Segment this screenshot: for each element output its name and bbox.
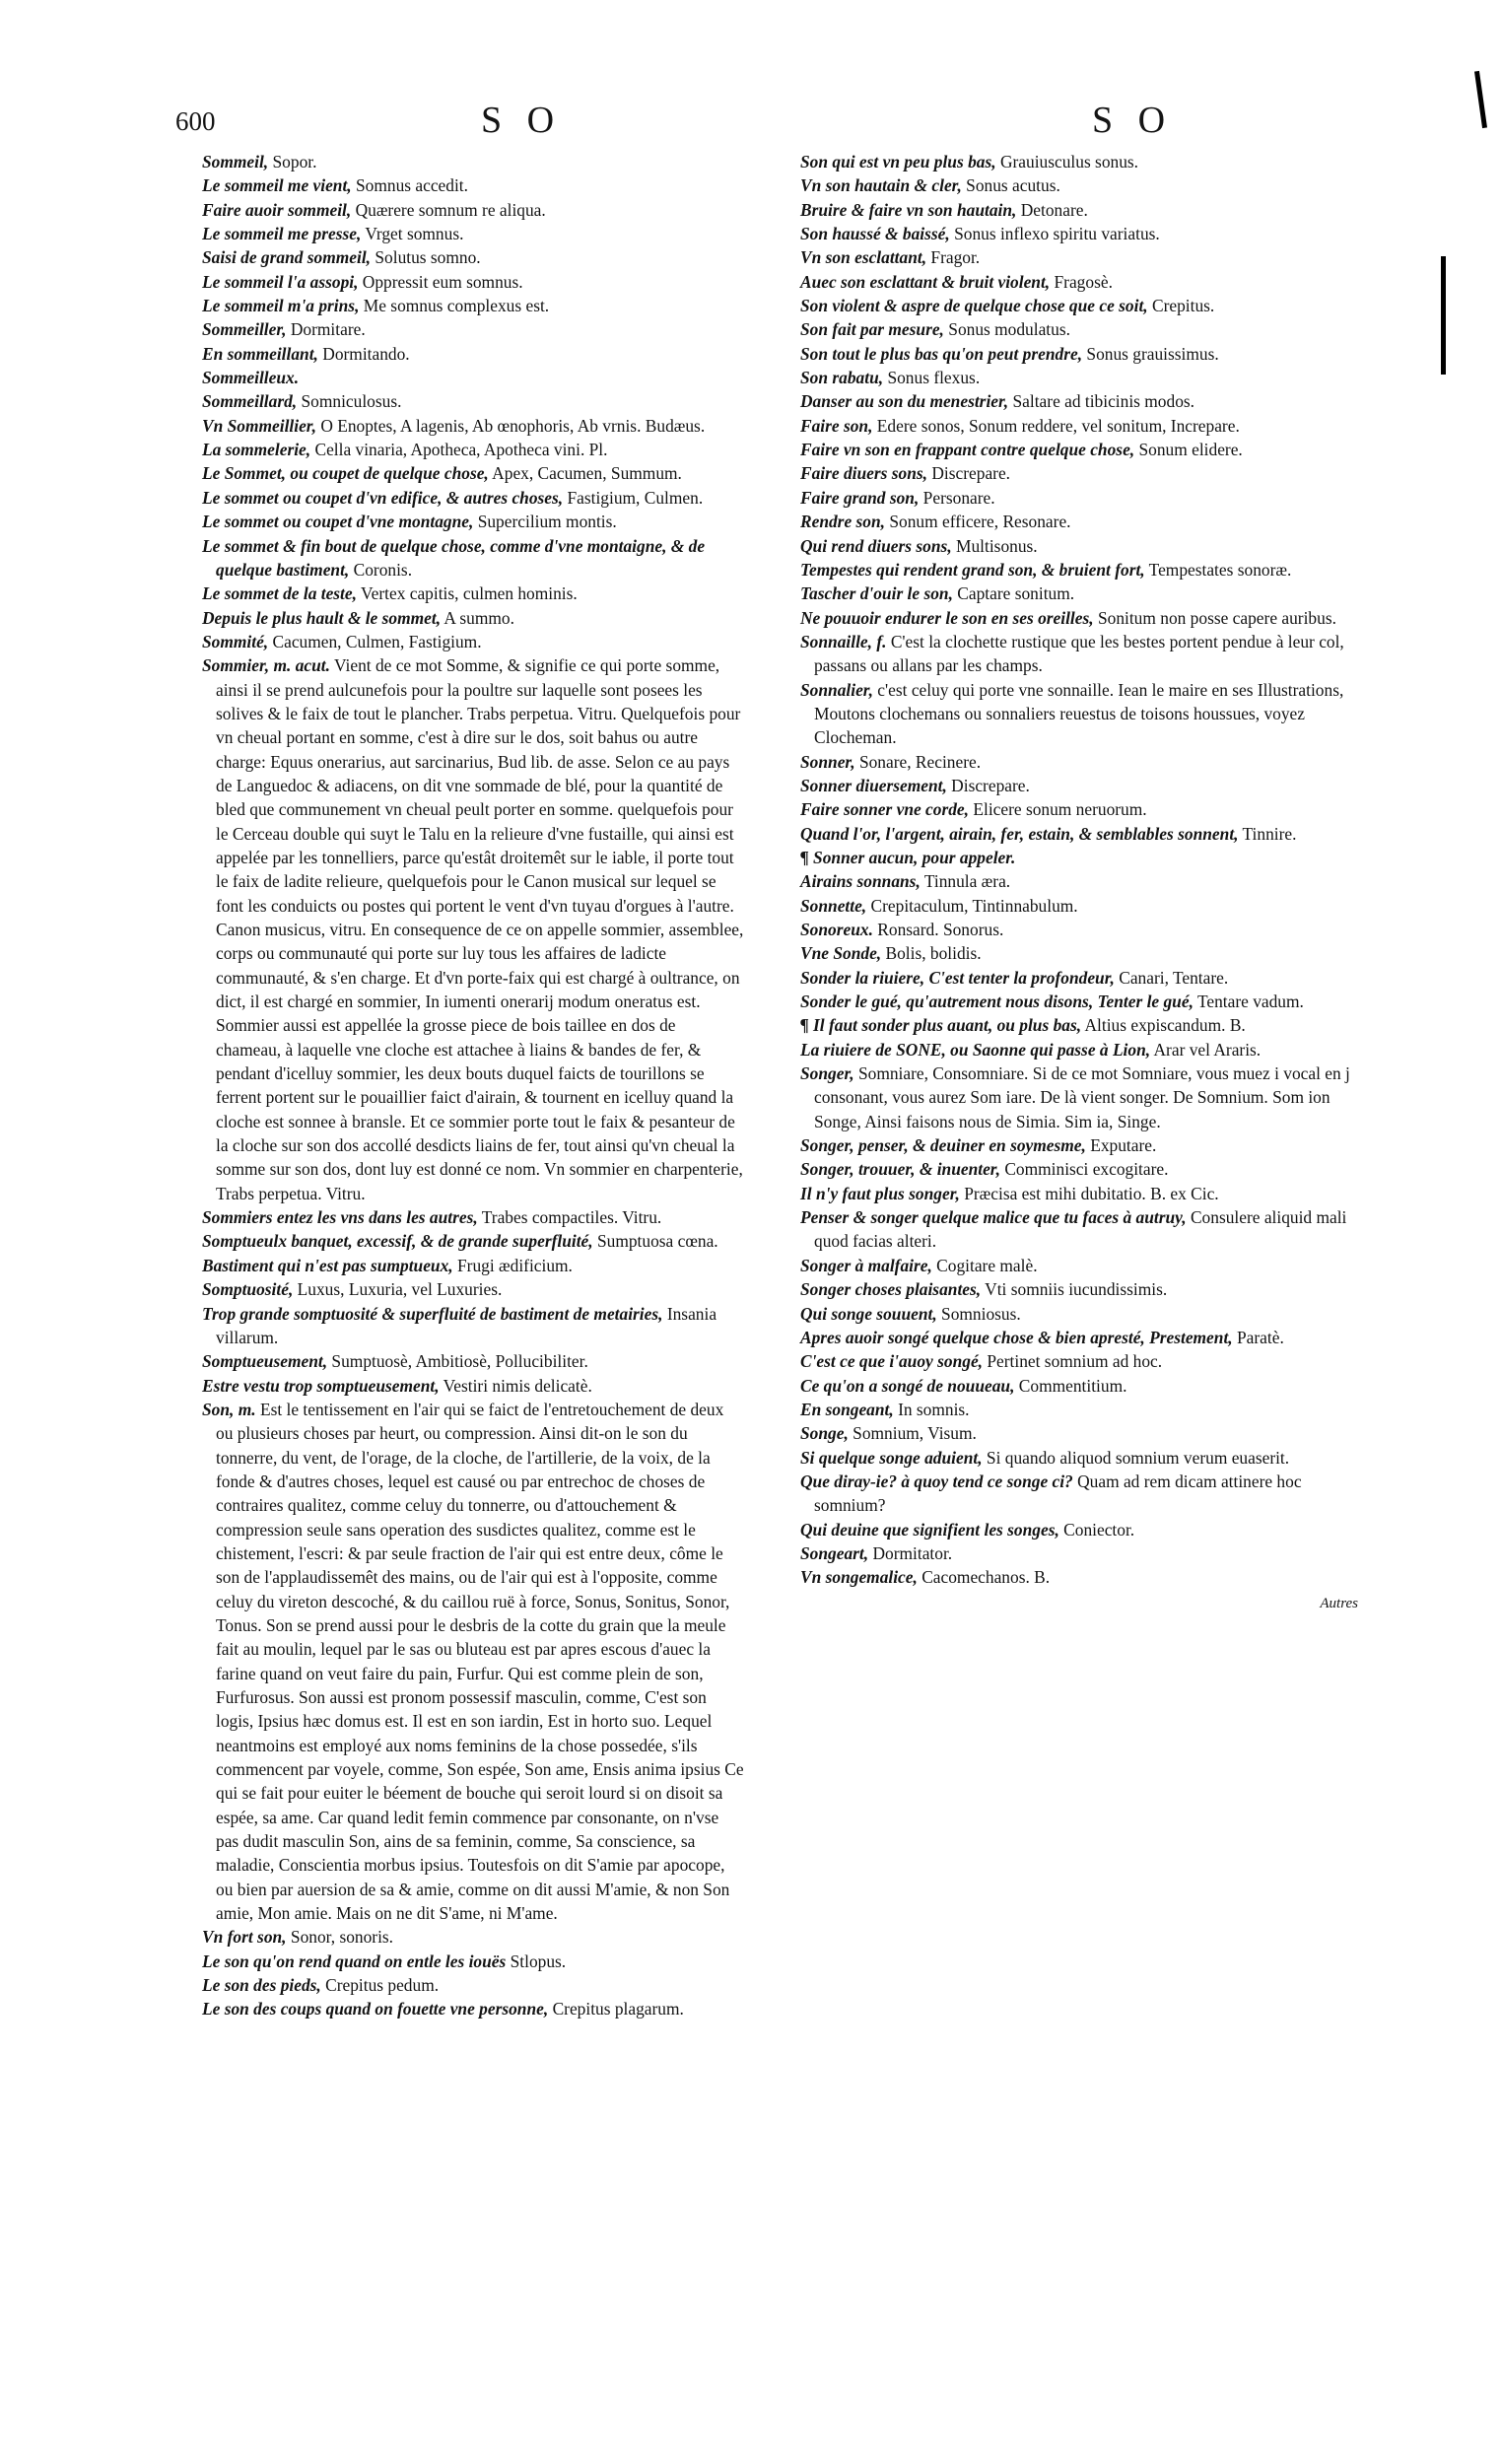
entry-definition: Coronis. [349,559,413,580]
entry-headword: Sommeiller, [202,319,287,340]
entry-headword: La sommelerie, [202,440,311,460]
dictionary-entry [202,1349,744,1373]
dictionary-entry [202,1925,744,1949]
entry-headword: Vn son hautain & cler, [800,175,962,196]
entry-headword: Vn Sommeillier, [202,415,316,436]
entry-headword: Sommité, [202,631,269,651]
entry-headword: C'est ce que i'auoy songé, [800,1351,984,1372]
dictionary-entry [800,1302,1358,1326]
entry-headword: Saisi de grand sommeil, [202,247,372,268]
entry-definition: Pertinet somnium ad hoc. [983,1351,1163,1372]
dictionary-entry [800,774,1358,797]
entry-headword: Auec son esclattant & bruit violent, [800,271,1051,292]
entry-definition: Altius expiscandum. B. [1081,1015,1246,1036]
entry-headword: Tempestes qui rendent grand son, & bruient fort, [800,559,1145,580]
entry-definition: Somnium, Visum. [848,1423,977,1444]
dictionary-entry [800,869,1358,893]
dictionary-entry [800,941,1358,965]
entry-headword: Faire grand son, [800,487,920,508]
entry-definition: Captare sonitum. [952,583,1075,604]
dictionary-entry [202,461,744,485]
dictionary-entry [202,534,744,582]
dictionary-entry [800,534,1358,558]
dictionary-entry [800,1565,1358,1589]
dictionary-entry [202,606,744,630]
entry-definition: Luxus, Luxuria, vel Luxuries. [293,1279,503,1300]
dictionary-entry [800,797,1358,821]
dictionary-entry [800,750,1358,774]
entry-definition: Me somnus complexus est. [359,296,550,316]
entry-headword: Le son des pieds, [202,1975,321,1996]
dictionary-entry [202,366,744,389]
entry-headword: Estre vestu trop somptueusement, [202,1375,440,1396]
dictionary-entry [800,1349,1358,1373]
entry-headword: Sonoreux. [800,920,873,939]
entry-definition: Est le tentissement en l'air qui se faict de l'entretouchement de deux ou plusieurs choses par heurt, ou compression. Ainsi dit-on le son du tonnerre, du vent, de l'orage, de la cloche, de l'artillerie, de la voix, de la fonde & d'autres choses, lequel est causé ou par entrechoc de choses de contraires qualitez, comme celuy du tonnerre, ou d'attouchement & compression seule sans operation des susdictes qualitez, comme est le chistement, l'escri: & par seule fraction de l'air qui est entre deux, côme le son de l'applaudissemêt des mains, ou de l'air qui est à l'opposite, comme celuy du vireton descoché, & du caillou ruë à force, Sonus, Sonitus, Sonor, Tonus. Son se prend aussi pour le desbris de la cotte du grain que la meule fait au moulin, lequel par le sas ou bluteau est par apres escous d'auec la farine quand on veut faire du pain, Furfur. Qui est comme plein de son, Furfurosus. Son aussi est pronom possessif masculin, comme, C'est son logis, Ipsius hæc domus est. Il est en son iardin, Est in horto suo. Lequel neantmoins est employé aux noms feminins de la chose possedée, s'ils commencent par voyele, comme, Son espée, Son ame, Ensis anima ipsius Ce qui se fait pour euiter le béement de bouche qui seroit lourd si on disoit sa espée, sa ame. Car quand ledit femin commence par consonante, on n'vse pas dudit masculin Son, ains de sa feminin, comme, Sa conscience, sa maladie, Conscientia morbus ipsius. Toutesfois on dit S'amie par apocope, ou bien par auersion de sa & amie, comme on dit aussi M'amie, & non Son amie, Mon amie. Mais on ne dit S'ame, ni M'ame. [216,1399,744,1924]
dictionary-entry [202,173,744,197]
left-column [202,150,744,2021]
dictionary-entry [800,1374,1358,1398]
dictionary-entry [800,822,1358,846]
dictionary-entry [202,1302,744,1350]
entry-headword: Son rabatu, [800,368,884,388]
entry-definition: Edere sonos, Sonum reddere, vel sonitum, Increpare. [872,415,1240,436]
page-number: 600 [175,106,216,136]
entry-headword: Sommier, m. acut. [202,655,330,676]
entry-headword: Sommiers entez les vns dans les autres, [202,1207,478,1228]
entry-definition: Vient de ce mot Somme, & signifie ce qui porte somme, ainsi il se prend aulcunefois pour la poultre sur laquelle sont posees les solives & le faix de tout le plancher. Trabs perpetua. Vitru. Quelquefois pour vn cheual portant en somme, c'est à dire sur le dos, soit bahus ou autre charge: Equus onerarius, aut sarcinarius, Bud lib. de asse. Selon ce au pays de Languedoc & adiacens, on dit vne sommade de blé, pour la quantité de bled que communement vn cheual peult porter en somme. quelquefois pour le Cerceau double qui suyt le Talu en la relieure d'vne fustaille, qui ainsi est appelée par les tonnelliers, parce qu'estât droitemêt sur le iable, il porte tout le faix de ladite relieure, quelquefois pour le Canon musical sur lequel se font les conduicts ou postes qui portent le vent d'vn tuyau d'orgues à l'autre. Canon musicus, vitru. En consequence de ce on appelle sommier, assemblee, corps ou communauté qui porte sur luy tous les affaires de ladicte communauté, & s'en charge. Et d'vn porte-faix qui est chargé à oultrance, on dict, il est chargé en sommier, In iumenti onerarij modum oneratus est. Sommier aussi est appellée la grosse piece de bois taillee en dos de chameau, à laquelle vne cloche est attachee à liains & bandes de fer, & pendant d'icelluy sommier, les deux bouts duquel faicts de tourillons se ferrent portent sur le pouaillier faict d'airain, & tournent en icelluy quand la cloche est sonnee à bransle. Et ce sommier porte tout le faix & pesanteur de la cloche sur son dos accollé desdicts liains de fer, tout ainsi qu'vn cheual la somme sur son dos, dont luy est donné ce nom. Vn sommier en charpenterie, Trabs perpetua. Vitru. [216,655,744,1203]
entry-headword: Vn fort son, [202,1927,287,1948]
entry-headword: Qui rend diuers sons, [800,535,952,556]
entry-definition: Ronsard. Sonorus. [872,920,1004,939]
entry-headword: Son qui est vn peu plus bas, [800,152,996,171]
entry-headword: Sonnette, [800,895,867,916]
dictionary-entry [800,1157,1358,1181]
entry-headword: Le sommeil me vient, [202,175,352,196]
dictionary-entry [800,1421,1358,1445]
dictionary-entry [800,414,1358,438]
dictionary-entry [800,342,1358,366]
entry-definition: A summo. [441,607,514,628]
entry-headword: Il n'y faut plus songer, [800,1183,960,1203]
entry-definition: Crepitus. [1147,296,1215,316]
entry-headword: Sonder le gué, qu'autrement nous disons, Tenter le gué, [800,992,1194,1012]
entry-headword: Son violent & aspre de quelque chose que ce soit, [800,296,1148,316]
entry-definition: In somnis. [893,1399,970,1419]
entry-definition: Commentitium. [1014,1375,1127,1396]
entry-definition: Somnus accedit. [351,175,468,196]
entry-definition: Fastigium, Culmen. [563,487,704,508]
dictionary-entry [800,630,1358,678]
entry-headword: Ne pouuoir endurer le son en ses oreilles, [800,607,1094,628]
dictionary-entry [202,414,744,438]
dictionary-entry [202,1950,744,1973]
entry-headword: Quand l'or, l'argent, airain, fer, estain, & semblables sonnent, [800,823,1239,844]
entry-definition: Apex, Cacumen, Summum. [488,463,682,484]
dictionary-entry [800,510,1358,533]
catchword: Autres [1320,1595,1358,1611]
entry-definition: Fragor. [926,247,981,268]
entry-headword: Faire sonner vne corde, [800,799,970,820]
dictionary-entry [202,245,744,269]
entry-definition: Coniector. [1058,1519,1135,1540]
dictionary-entry [800,582,1358,605]
margin-mark [1474,71,1487,128]
entry-definition: Sumptuosa cœna. [592,1231,718,1252]
entry-definition: Sumptuosè, Ambitiosè, Pollucibiliter. [327,1351,588,1372]
dictionary-entry [800,846,1358,869]
entry-headword: Son, m. [202,1399,256,1419]
entry-definition: Dormitando. [317,343,410,364]
entry-definition: Sonus modulatus. [943,319,1070,340]
entry-headword: Songer, [800,1063,854,1084]
entry-definition: Arar vel Araris. [1150,1039,1262,1060]
entry-headword: Faire diuers sons, [800,463,928,484]
entry-headword: Son tout le plus bas qu'on peut prendre, [800,343,1083,364]
entry-headword: ¶ Il faut sonder plus auant, ou plus bas, [800,1015,1082,1036]
entry-definition: Solutus somno. [371,247,481,268]
entry-definition: Discrepare. [927,463,1011,484]
dictionary-entry [800,366,1358,389]
dictionary-entry [800,270,1358,294]
dictionary-entry [800,461,1358,485]
dictionary-entry [202,1374,744,1398]
entry-headword: Somptueulx banquet, excessif, & de grande superfluité, [202,1231,593,1252]
entry-headword: Le sommeil me presse, [202,224,362,244]
entry-headword: Le son des coups quand on fouette vne personne, [202,1999,549,2019]
entry-headword: Qui songe souuent, [800,1303,937,1324]
entry-headword: Songe, [800,1423,849,1444]
entry-definition: Tentare vadum. [1193,992,1304,1012]
entry-definition: Crepitus pedum. [320,1975,440,1996]
dictionary-entry [202,486,744,510]
entry-headword: Son fait par mesure, [800,319,944,340]
dictionary-entry [202,630,744,653]
entry-definition: Vestiri nimis delicatè. [439,1375,592,1396]
dictionary-entry [202,582,744,605]
entry-headword: Songer, trouuer, & inuenter, [800,1159,1000,1180]
entry-headword: Sommeilleux. [202,368,300,388]
entry-definition: Sonitum non posse capere auribus. [1093,607,1336,628]
entry-definition: Somniosus. [936,1303,1021,1324]
entry-headword: ¶ Sonner aucun, pour appeler. [800,847,1016,867]
dictionary-entry [800,389,1358,413]
entry-headword: Faire vn son en frappant contre quelque chose, [800,440,1135,460]
entry-definition: Sonum elidere. [1134,440,1243,460]
entry-definition: Cella vinaria, Apotheca, Apotheca vini. Pl. [310,440,608,460]
entry-headword: Le sommet & fin bout de quelque chose, comme d'vne montaigne, & de quelque bastiment, [202,535,706,580]
entry-headword: Danser au son du menestrier, [800,391,1009,412]
entry-headword: Si quelque songe aduient, [800,1447,983,1468]
entry-definition: Consulere aliquid mali quod facias alteri. [814,1207,1347,1252]
entry-headword: Somptueusement, [202,1351,328,1372]
entry-headword: Sonnalier, [800,679,873,700]
dictionary-entry [202,317,744,341]
entry-headword: Tascher d'ouir le son, [800,583,953,604]
entry-definition: Vti somniis iucundissimis. [981,1279,1168,1300]
dictionary-entry [800,245,1358,269]
entry-definition: Saltare ad tibicinis modos. [1008,391,1195,412]
dictionary-entry [800,1326,1358,1349]
entry-definition: Tinnire. [1238,823,1297,844]
entry-definition: Insania villarum. [216,1303,717,1347]
dictionary-entry [202,1997,744,2020]
dictionary-entry [800,678,1358,750]
entry-definition: Canari, Tentare. [1114,967,1229,988]
dictionary-entry [800,1133,1358,1157]
running-head-left: S O [481,100,563,141]
entry-definition: Personare. [919,487,995,508]
entry-definition: Oppressit eum somnus. [358,271,523,292]
dictionary-entry [202,342,744,366]
entry-headword: Qui deuine que signifient les songes, [800,1519,1059,1540]
entry-headword: Faire son, [800,415,873,436]
entry-definition: Detonare. [1016,199,1088,220]
entry-definition: Sonus acutus. [961,175,1060,196]
entry-definition: Vrget somnus. [361,224,464,244]
entry-definition: Elicere sonum neruorum. [969,799,1147,820]
entry-headword: Le sommet de la teste, [202,583,357,604]
entry-definition: Sonor, sonoris. [286,1927,394,1948]
entry-definition: Exputare. [1085,1135,1157,1156]
dictionary-entry [800,438,1358,461]
dictionary-entry [800,1446,1358,1470]
entry-headword: Le sommet ou coupet d'vn edifice, & autres choses, [202,487,564,508]
dictionary-entry [800,1182,1358,1205]
entry-definition: Sonare, Recinere. [854,751,982,772]
right-column [800,150,1358,1615]
dictionary-entry [800,966,1358,990]
entry-definition: Sopor. [268,152,317,171]
entry-definition: O Enoptes, A lagenis, Ab œnophoris, Ab vrnis. Budæus. [315,415,706,436]
dictionary-entry [202,270,744,294]
entry-definition: Quam ad rem dicam attinere hoc somnium? [814,1471,1302,1516]
dictionary-entry [202,389,744,413]
entry-definition: Frugi ædificium. [452,1255,573,1275]
dictionary-entry [202,294,744,317]
entry-definition: Vertex capitis, culmen hominis. [356,583,578,604]
entry-headword: Faire auoir sommeil, [202,199,352,220]
entry-definition: Sonum efficere, Resonare. [885,512,1071,532]
entry-headword: Sonder la riuiere, C'est tenter la profondeur, [800,967,1115,988]
entry-definition: Discrepare. [946,775,1030,795]
entry-headword: Sommeillard, [202,391,298,412]
dictionary-entry [800,1013,1358,1037]
entry-headword: Sonner, [800,751,855,772]
dictionary-entry [800,486,1358,510]
entry-definition: Cogitare malè. [931,1255,1038,1275]
entry-headword: Rendre son, [800,512,886,532]
entry-definition: Crepitus plagarum. [548,1999,684,2019]
entry-definition: Cacumen, Culmen, Fastigium. [268,631,482,651]
entry-headword: Songer, penser, & deuiner en soymesme, [800,1135,1086,1156]
dictionary-entry [800,150,1358,173]
dictionary-entry [202,653,744,1205]
dictionary-entry [800,173,1358,197]
dictionary-entry [800,1205,1358,1254]
entry-definition: Crepitaculum, Tintinnabulum. [866,895,1078,916]
dictionary-entry [202,1398,744,1926]
entry-definition: Sonus grauissimus. [1082,343,1219,364]
entry-headword: Penser & songer quelque malice que tu faces à autruy, [800,1207,1187,1228]
running-head-right: S O [1092,100,1174,141]
entry-headword: La riuiere de SONE, ou Saonne qui passe à Lion, [800,1039,1151,1060]
dictionary-entry [202,1254,744,1277]
dictionary-entry [800,1398,1358,1421]
entry-definition: Præcisa est mihi dubitatio. B. ex Cic. [959,1183,1219,1203]
entry-headword: Ce qu'on a songé de nouueau, [800,1375,1015,1396]
entry-headword: Vne Sonde, [800,943,882,964]
dictionary-entry [800,918,1358,941]
dictionary-entry [202,1229,744,1253]
entry-headword: Son haussé & baissé, [800,224,950,244]
dictionary-entry [202,198,744,222]
dictionary-entry [800,1541,1358,1565]
entry-headword: Somptuosité, [202,1279,294,1300]
entry-headword: En songeant, [800,1399,894,1419]
dictionary-entry [202,150,744,173]
entry-definition: Quærere somnum re aliqua. [351,199,546,220]
dictionary-entry [202,510,744,533]
entry-headword: Le son qu'on rend quand on entle les iouës [202,1951,507,1971]
entry-definition: Supercilium montis. [473,512,617,532]
entry-definition: Dormitare. [286,319,366,340]
dictionary-entry [800,1061,1358,1133]
dictionary-entry [800,558,1358,582]
entry-headword: Le sommet ou coupet d'vne montagne, [202,512,474,532]
entry-headword: Trop grande somptuosité & superfluité de bastiment de metairies, [202,1303,663,1324]
entry-headword: Songer à malfaire, [800,1255,932,1275]
entry-headword: Le sommeil m'a prins, [202,296,360,316]
dictionary-entry [800,294,1358,317]
entry-headword: Vn son esclattant, [800,247,927,268]
entry-definition: Cacomechanos. B. [917,1567,1051,1588]
entry-definition: Trabes compactiles. Vitru. [477,1207,662,1228]
dictionary-entry [800,1038,1358,1061]
entry-definition: Grauiusculus sonus. [995,152,1139,171]
entry-headword: Bastiment qui n'est pas sumptueux, [202,1255,453,1275]
entry-definition: c'est celuy qui porte vne sonnaille. Iean le maire en ses Illustrations, Moutons clochemans ou sonnaliers reuestus de toisons houssues, voyez Clocheman. [814,679,1344,748]
dictionary-entry [800,990,1358,1013]
dictionary-entry [800,317,1358,341]
entry-headword: Que diray-ie? à quoy tend ce songe ci? [800,1471,1073,1491]
entry-definition: Tinnula æra. [920,871,1011,892]
entry-headword: Bruire & faire vn son hautain, [800,199,1017,220]
entry-headword: Vn songemalice, [800,1567,918,1588]
entry-definition: Somniculosus. [297,391,402,412]
entry-headword: Airains sonnans, [800,871,921,892]
entry-definition: Tempestates sonoræ. [1144,559,1292,580]
entry-definition: Fragosè. [1050,271,1113,292]
entry-definition: Bolis, bolidis. [881,943,982,964]
dictionary-entry [202,222,744,245]
entry-headword: En sommeillant, [202,343,318,364]
dictionary-entry [800,222,1358,245]
entry-definition: Si quando aliquod somnium verum euaserit. [982,1447,1290,1468]
dictionary-entry [202,1277,744,1301]
margin-mark [1441,256,1446,375]
dictionary-entry [800,1254,1358,1277]
entry-definition: C'est la clochette rustique que les bestes portent pendue à leur col, passans ou allans par les champs. [814,631,1344,676]
dictionary-entry [800,1277,1358,1301]
dictionary-entry [202,1205,744,1229]
dictionary-entry [202,438,744,461]
entry-headword: Apres auoir songé quelque chose & bien apresté, Prestement, [800,1327,1233,1347]
entry-headword: Depuis le plus hault & le sommet, [202,607,442,628]
entry-headword: Songeart, [800,1542,869,1563]
entry-definition: Somniare, Consomniare. Si de ce mot Somniare, vous muez i vocal en j consonant, vous aurez Som iare. De là vient songer. De Somnium. Som ion Songe, Ainsi faisons nous de Simia. Sim ia, Singe. [814,1063,1350,1131]
entry-headword: Sonnaille, f. [800,631,887,651]
entry-headword: Sonner diuersement, [800,775,947,795]
dictionary-entry [202,1973,744,1997]
entry-headword: Le sommeil l'a assopi, [202,271,359,292]
entry-definition: Multisonus. [951,535,1038,556]
entry-definition: Paratè. [1232,1327,1284,1347]
dictionary-entry [800,1470,1358,1518]
entry-headword: Sommeil, [202,152,269,171]
entry-definition: Sonus inflexo spiritu variatus. [949,224,1160,244]
dictionary-entry [800,1518,1358,1541]
entry-definition: Sonus flexus. [883,368,981,388]
entry-headword: Songer choses plaisantes, [800,1279,982,1300]
dictionary-entry [800,198,1358,222]
entry-headword: Le Sommet, ou coupet de quelque chose, [202,463,489,484]
dictionary-entry [800,606,1358,630]
entry-definition: Stlopus. [506,1951,567,1971]
entry-definition: Comminisci excogitare. [999,1159,1169,1180]
dictionary-entry [800,894,1358,918]
entry-definition: Dormitator. [868,1542,953,1563]
